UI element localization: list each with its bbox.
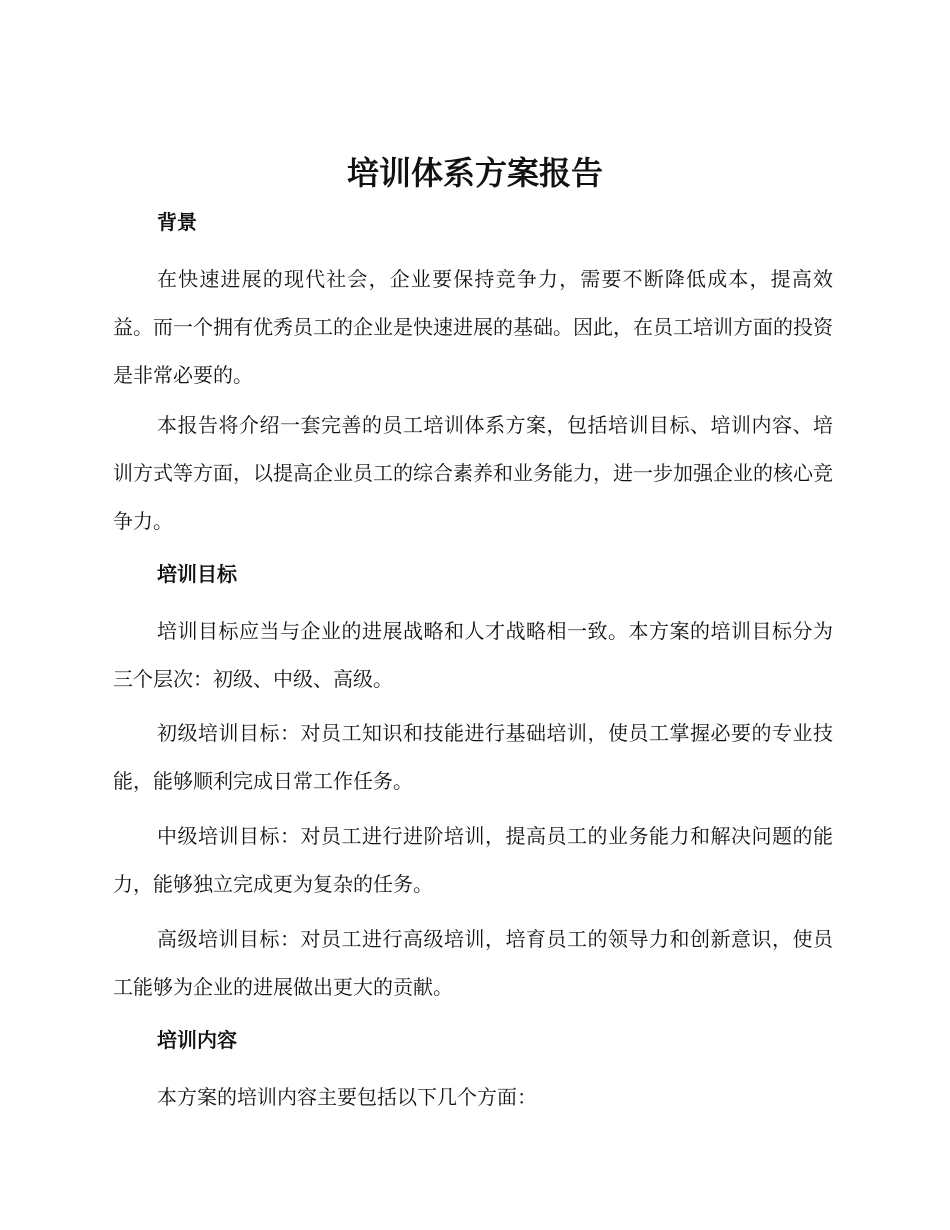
section-heading-training-content: 培训内容 (157, 1028, 237, 1052)
document-title: 培训体系方案报告 (346, 154, 603, 192)
section-heading-background: 背景 (157, 210, 197, 234)
paragraph-content-intro: 本方案的培训内容主要包括以下几个方面： (157, 1085, 537, 1109)
paragraph-goals-junior: 初级培训目标：对员工知识和技能进行基础培训，使员工掌握必要的专业技能，能够顺利完成日常工作任务。 (113, 721, 833, 793)
paragraph-goals-intermediate: 中级培训目标：对员工进行进阶培训，提高员工的业务能力和解决问题的能力，能够独立完成更为复杂的任务。 (113, 824, 833, 896)
paragraph-background-2: 本报告将介绍一套完善的员工培训体系方案，包括培训目标、培训内容、培训方式等方面，以提高企业员工的综合素养和业务能力，进一步加强企业的核心竞争力。 (113, 413, 833, 533)
section-heading-training-goals: 培训目标 (157, 562, 237, 586)
paragraph-background-1: 在快速进展的现代社会，企业要保持竞争力，需要不断降低成本，提高效益。而一个拥有优秀员工的企业是快速进展的基础。因此，在员工培训方面的投资是非常必要的。 (113, 267, 833, 387)
paragraph-goals-senior: 高级培训目标：对员工进行高级培训，培育员工的领导力和创新意识，使员工能够为企业的进展做出更大的贡献。 (113, 927, 833, 999)
paragraph-goals-intro: 培训目标应当与企业的进展战略和人才战略相一致。本方案的培训目标分为三个层次：初级、中级、高级。 (113, 619, 833, 691)
